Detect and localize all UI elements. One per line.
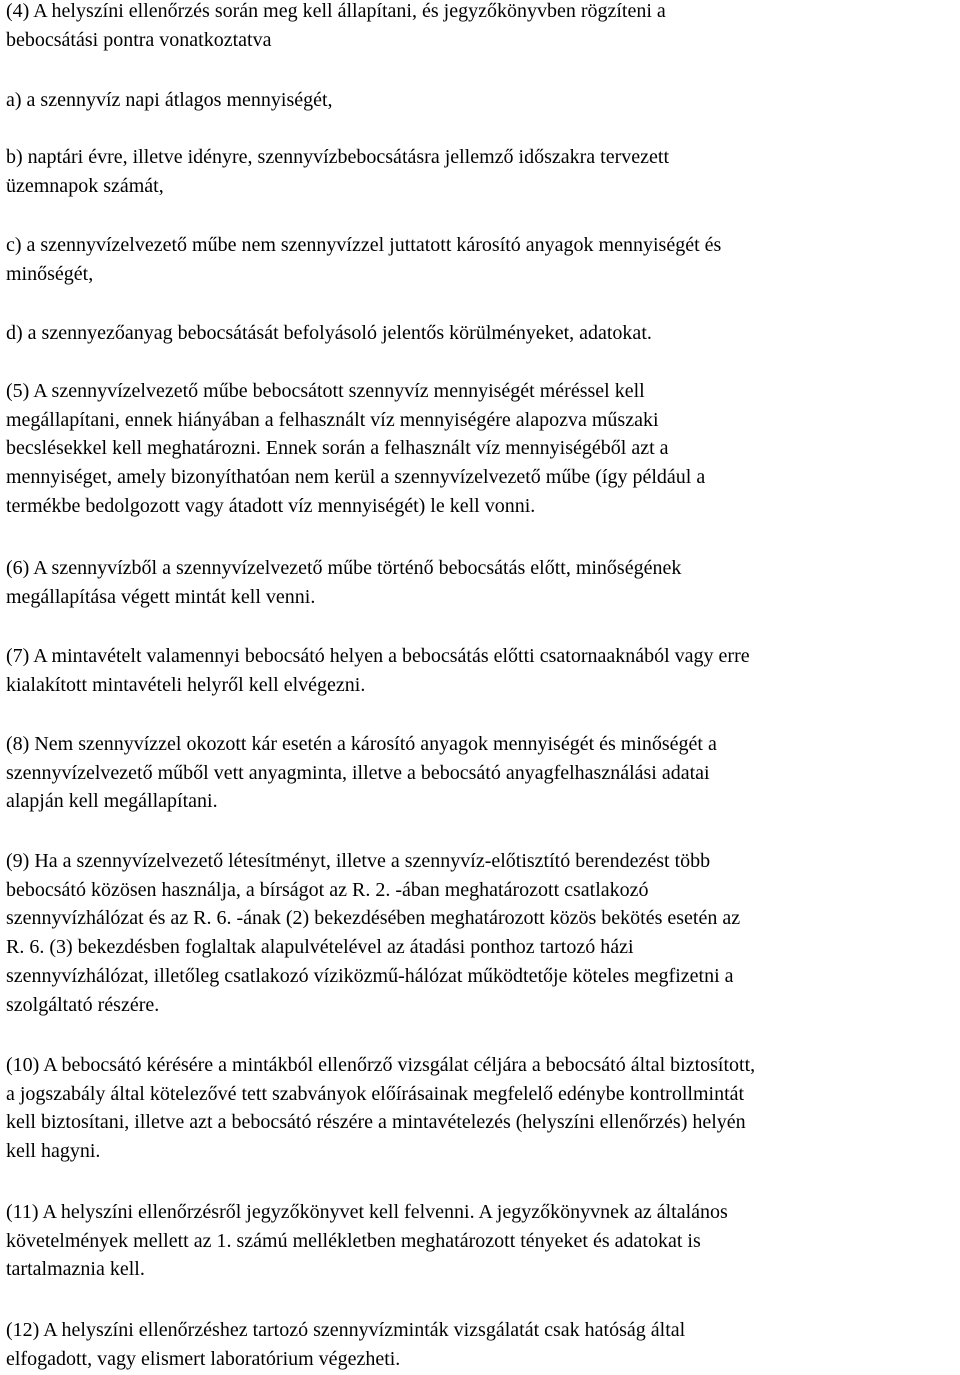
text-line: R. 6. (3) bekezdésben foglaltak alapulvételével az átadási ponthoz tartozó házi: [6, 936, 634, 959]
paragraph-11: [6, 1198, 954, 1284]
text-line: b) naptári évre, illetve idényre, szennyvízbebocsátásra jellemző időszakra tervezett: [6, 146, 670, 168]
text-line: szolgáltató részére.: [6, 993, 160, 1016]
text-line: üzemnapok számát,: [6, 174, 164, 197]
text-line: (6) A szennyvízből a szennyvízelvezető műbe történő bebocsátás előtt, minőségének: [6, 557, 682, 579]
text-line: alapján kell megállapítani.: [6, 790, 218, 813]
text-line: a jogszabály által kötelezővé tett szabványok előírásainak megfelelő edénybe kontrollmintát: [6, 1082, 745, 1105]
text-line: (4) A helyszíni ellenőrzés során meg kell állapítani, és jegyzőkönyvben rögzíteni a: [6, 0, 666, 22]
text-line: (11) A helyszíni ellenőrzésről jegyzőkönyvet kell felvenni. A jegyzőkönyvnek az általános: [6, 1201, 728, 1223]
text-line: megállapítása végett mintát kell venni.: [6, 585, 316, 608]
text-line: d) a szennyezőanyag bebocsátását befolyásoló jelentős körülményeket, adatokat.: [6, 322, 652, 344]
paragraph-7: [6, 642, 954, 699]
text-line: c) a szennyvízelvezető műbe nem szennyvízzel juttatott károsító anyagok mennyiségét és: [6, 234, 722, 256]
text-line: (5) A szennyvízelvezető műbe bebocsátott szennyvíz mennyiségét méréssel kell: [6, 380, 645, 402]
text-line: kell hagyni.: [6, 1140, 101, 1163]
text-line: megállapítani, ennek hiányában a felhasznált víz mennyiségére alapozva műszaki: [6, 408, 659, 431]
text-line: minőségét,: [6, 262, 94, 285]
paragraph-item-b: [6, 143, 954, 200]
text-line: becslésekkel kell meghatározni. Ennek során a felhasznált víz mennyiségéből azt a: [6, 437, 669, 460]
text-line: (8) Nem szennyvízzel okozott kár esetén a károsító anyagok mennyiségét és minőségét a: [6, 733, 717, 755]
text-line: (9) Ha a szennyvízelvezető létesítményt, illetve a szennyvíz-előtisztító berendezést több: [6, 850, 711, 872]
text-line: mennyiséget, amely bizonyíthatóan nem kerül a szennyvízelvezető műbe (így például a: [6, 466, 706, 489]
paragraph-item-a: [6, 86, 954, 115]
text-line: követelmények mellett az 1. számú mellékletben meghatározott tényeket és adatokat is: [6, 1229, 701, 1252]
paragraph-10: [6, 1051, 954, 1166]
paragraph-4: [6, 0, 954, 54]
paragraph-9: [6, 847, 954, 1019]
text-line: tartalmaznia kell.: [6, 1258, 145, 1281]
paragraph-12: [6, 1316, 954, 1373]
text-line: bebocsátó közösen használja, a bírságot az R. 2. -ában meghatározott csatlakozó: [6, 878, 649, 901]
text-line: termékbe bedolgozott vagy átadott víz mennyiségét) le kell vonni.: [6, 494, 536, 517]
paragraph-item-d: [6, 319, 954, 348]
text-line: elfogadott, vagy elismert laboratórium végezheti.: [6, 1347, 401, 1370]
text-line: (10) A bebocsátó kérésére a mintákból ellenőrző vizsgálat céljára a bebocsátó által biztosított,: [6, 1054, 756, 1076]
text-line: (12) A helyszíni ellenőrzéshez tartozó szennyvízminták vizsgálatát csak hatóság által: [6, 1319, 686, 1341]
text-line: kialakított mintavételi helyről kell elvégezni.: [6, 673, 366, 696]
text-line: bebocsátási pontra vonatkoztatva: [6, 28, 272, 51]
text-line: (7) A mintavételt valamennyi bebocsátó helyen a bebocsátás előtti csatornaaknából vagy erre: [6, 645, 750, 667]
text-line: kell biztosítani, illetve azt a bebocsátó részére a mintavételezés (helyszíni ellenőrzés) helyén: [6, 1111, 746, 1134]
paragraph-8: [6, 730, 954, 816]
paragraph-6: [6, 554, 954, 611]
text-line: szennyvízhálózat, illetőleg csatlakozó víziközmű-hálózat működtetője köteles megfizetni a: [6, 964, 734, 987]
paragraph-5: [6, 377, 954, 521]
text-line: szennyvízelvezető műből vett anyagminta, illetve a bebocsátó anyagfelhasználási adatai: [6, 761, 710, 784]
text-line: szennyvízhálózat és az R. 6. -ának (2) bekezdésében meghatározott közös bekötés esetén az: [6, 907, 741, 930]
text-line: a) a szennyvíz napi átlagos mennyiségét,: [6, 89, 333, 111]
paragraph-item-c: [6, 231, 954, 288]
